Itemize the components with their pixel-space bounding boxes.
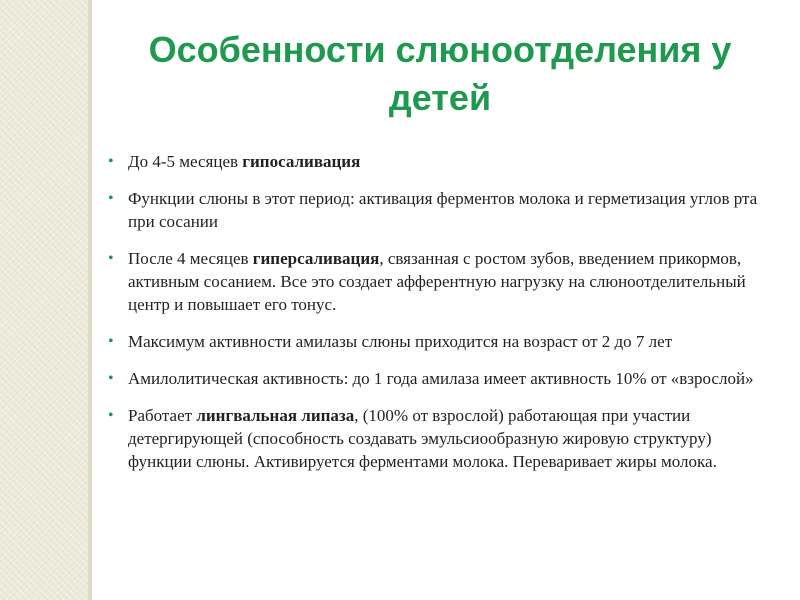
bullet-text-before: Функции слюны в этот период: активация ферментов молока и герметизация углов рта при сосании	[128, 189, 758, 231]
bullet-text-bold: гипосаливация	[242, 152, 361, 171]
bullet-item-lingual-lipase	[108, 404, 768, 473]
bullet-dot-icon: •	[108, 190, 114, 207]
bullet-text-bold: гиперсаливация	[252, 249, 380, 268]
bullet-item-amylolytic-activity	[108, 367, 768, 390]
bullet-item-hyposalivation	[108, 150, 768, 173]
decorative-side-strip	[0, 0, 88, 600]
bullet-text-before: После 4 месяцев	[128, 249, 253, 268]
bullet-dot-icon: •	[108, 370, 114, 387]
bullet-text-bold: лингвальная липаза	[196, 406, 355, 425]
bullet-item-hypersalivation	[108, 247, 768, 316]
bullet-text-before: Максимум активности амилазы слюны приходится на возраст от 2 до 7 лет	[128, 332, 673, 351]
slide-title: Особенности слюноотделения у детей	[148, 29, 732, 118]
bullet-item-saliva-functions	[108, 187, 768, 233]
bullet-dot-icon: •	[108, 153, 114, 170]
bullet-dot-icon: •	[108, 333, 114, 350]
bullet-text-after: , связанная с ростом зубов, введением прикормов, активным сосанием. Все это создает афферентную нагрузку на слюноотделительный центр и повышает его тонус.	[128, 249, 746, 314]
bullet-text-before: Амилолитическая активность: до 1 года амилаза имеет активность 10% от «взрослой»	[128, 369, 754, 388]
bullet-text-before: Работает	[128, 406, 197, 425]
side-strip-edge	[88, 0, 92, 600]
bullet-dot-icon: •	[108, 407, 114, 424]
bullet-dot-icon: •	[108, 250, 114, 267]
bullet-text-before: До 4-5 месяцев	[128, 152, 243, 171]
bullet-text-after: , (100% от взрослой) работающая при участии детергирующей (способность создавать эмульсиообразную жировую структуру) функции слюны. Активируется ферментами молока. Переваривает жиры молока.	[128, 406, 717, 471]
bullet-list	[108, 150, 768, 487]
bullet-item-amylase-maximum	[108, 330, 768, 353]
